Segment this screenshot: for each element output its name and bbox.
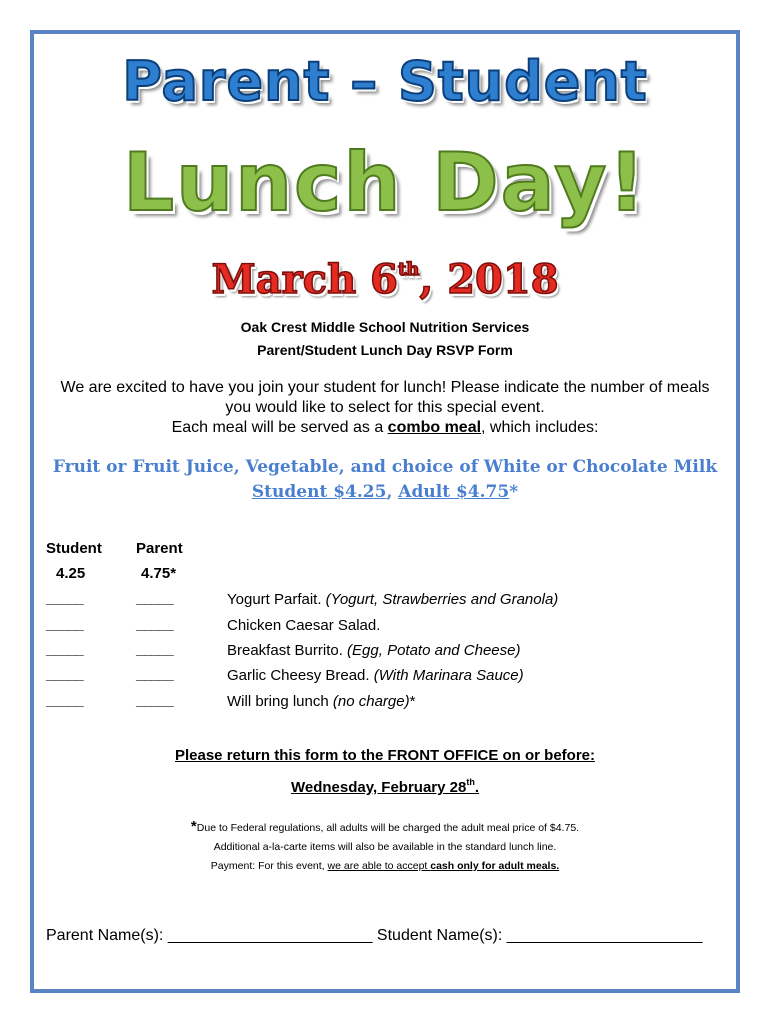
- parent-name-label: Parent Name(s):: [46, 927, 168, 944]
- student-price: Student $4.25: [251, 482, 387, 502]
- parent-qty-blank[interactable]: _____: [136, 666, 173, 683]
- menu-item: Breakfast Burrito. (Egg, Potato and Cheese): [227, 642, 521, 659]
- parent-qty-blank[interactable]: _____: [136, 692, 173, 709]
- school-name: Oak Crest Middle School Nutrition Services: [240, 319, 530, 335]
- parent-column-label: Parent: [136, 540, 183, 557]
- event-date: March 6th, 2018: [211, 256, 559, 303]
- student-name-label: Student Name(s):: [372, 927, 507, 944]
- intro-paragraph: We are excited to have you join your student for lunch! Please indicate the number of meals you would like to select for this special event. Each meal will be served as a combo meal, which includes:: [60, 379, 710, 436]
- parent-column-price: 4.75*: [141, 565, 177, 582]
- student-column-price: 4.25: [56, 565, 86, 582]
- title-parent-student: Parent – Student: [122, 50, 648, 113]
- parent-qty-blank[interactable]: _____: [136, 616, 173, 633]
- student-qty-blank[interactable]: _____: [46, 616, 83, 633]
- parent-name-field[interactable]: _______________________: [167, 927, 373, 944]
- student-qty-blank[interactable]: _____: [46, 590, 83, 607]
- combo-meal-text: combo meal: [387, 419, 482, 436]
- student-qty-blank[interactable]: _____: [46, 666, 83, 683]
- note-a-la-carte: Additional a-la-carte items will also be available in the standard lunch line.: [213, 841, 557, 853]
- student-qty-blank[interactable]: _____: [46, 641, 83, 658]
- adult-price: Adult $4.75: [398, 482, 510, 502]
- name-fields: [46, 927, 703, 945]
- menu-item: Garlic Cheesy Bread. (With Marinara Sauce): [227, 667, 524, 684]
- student-qty-blank[interactable]: _____: [46, 692, 83, 709]
- meal-includes: Fruit or Fruit Juice, Vegetable, and choice of White or Chocolate Milk Student $4.25, Adult $4.75*: [52, 457, 718, 502]
- parent-qty-blank[interactable]: _____: [136, 590, 173, 607]
- note-payment: Payment: For this event, we are able to accept cash only for adult meals.: [210, 860, 560, 872]
- return-instructions: Please return this form to the FRONT OFFICE on or before: Wednesday, February 28th.: [174, 747, 596, 796]
- menu-item: Chicken Caesar Salad.: [227, 617, 381, 634]
- menu-item: Yogurt Parfait. (Yogurt, Strawberries and Granola): [227, 591, 559, 608]
- parent-qty-blank[interactable]: _____: [136, 641, 173, 658]
- menu-item: Will bring lunch (no charge)*: [227, 693, 416, 710]
- note-federal-regulations: *Due to Federal regulations, all adults will be charged the adult meal price of $4.75.: [190, 818, 580, 835]
- student-column-label: Student: [46, 540, 102, 557]
- form-title: Parent/Student Lunch Day RSVP Form: [257, 342, 513, 358]
- student-name-field[interactable]: ______________________: [506, 927, 703, 944]
- title-lunch-day: Lunch Day!: [123, 136, 647, 229]
